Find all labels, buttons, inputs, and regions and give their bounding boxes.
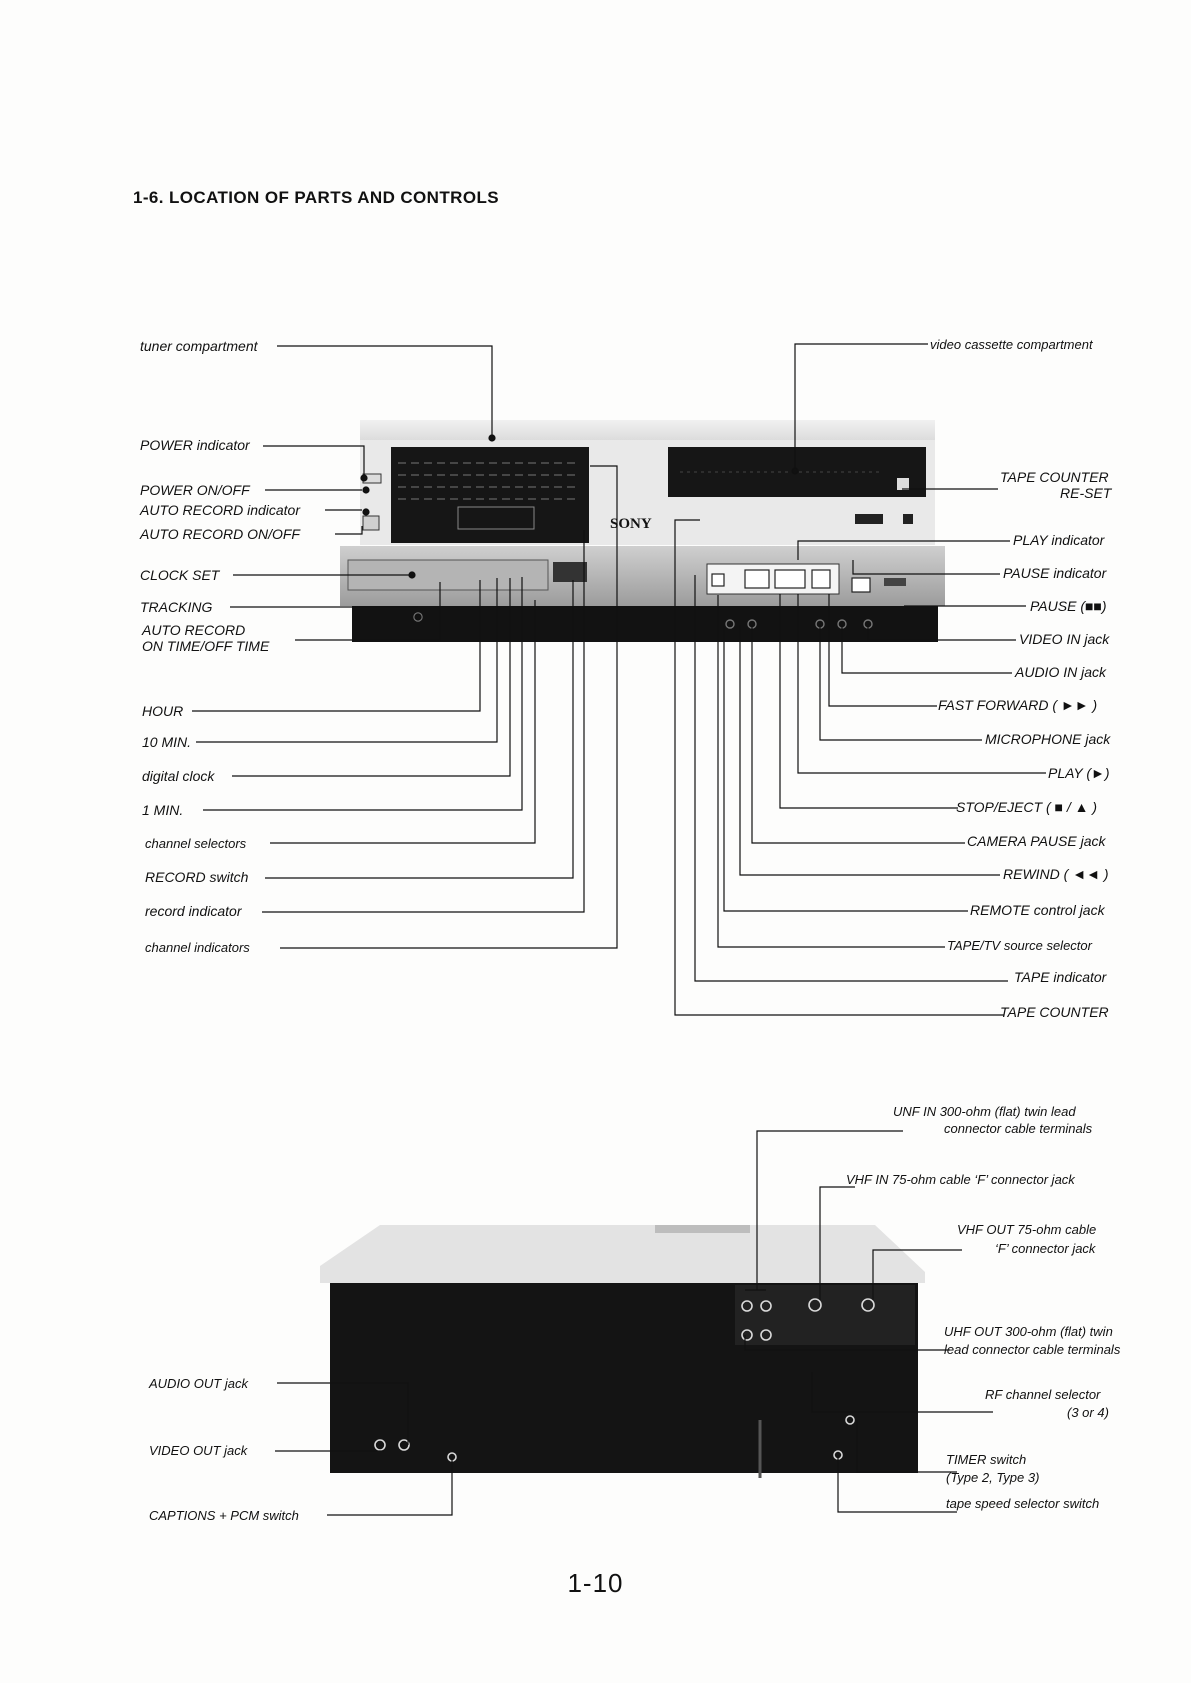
label-tape-speed-selector: tape speed selector switch (946, 1496, 1100, 1511)
label-tape-counter: TAPE COUNTER (1000, 1004, 1109, 1020)
label-10-min: 10 MIN. (142, 734, 192, 750)
label-hour: HOUR (142, 703, 184, 719)
label-camera-pause-jack: CAMERA PAUSE jack (967, 833, 1106, 849)
label-rf-channel-line1: RF channel selector (985, 1387, 1101, 1402)
section-title: 1-6. LOCATION OF PARTS AND CONTROLS (133, 188, 499, 207)
label-auto-record-indicator: AUTO RECORD indicator (140, 502, 301, 518)
label-uhf-out-line1: UHF OUT 300-ohm (flat) twin (944, 1324, 1113, 1339)
label-video-cassette-compartment: video cassette compartment (930, 337, 1093, 352)
label-microphone-jack: MICROPHONE jack (985, 731, 1111, 747)
label-unf-in-line1: UNF IN 300-ohm (flat) twin lead (893, 1104, 1076, 1119)
label-clock-set: CLOCK SET (140, 567, 220, 583)
label-audio-in-jack: AUDIO IN jack (1015, 664, 1107, 680)
label-captions-pcm-switch: CAPTIONS + PCM switch (149, 1508, 299, 1523)
label-tape-indicator: TAPE indicator (1014, 969, 1107, 985)
label-audio-out-jack: AUDIO OUT jack (149, 1376, 248, 1391)
brand-logo: SONY (610, 516, 652, 532)
counter-window (855, 514, 883, 524)
rear-top-vent (655, 1225, 750, 1233)
label-pause-indicator: PAUSE indicator (1003, 565, 1107, 581)
label-tape-counter-reset-line2: RE-SET (1060, 485, 1112, 501)
label-fast-forward: FAST FORWARD ( ►► ) (938, 697, 1098, 713)
label-stop-eject: STOP/EJECT ( ■ / ▲ ) (956, 799, 1098, 815)
label-record-indicator: record indicator (145, 903, 242, 919)
label-tuner-compartment: tuner compartment (140, 338, 258, 354)
label-vhf-out-line1: VHF OUT 75-ohm cable (957, 1222, 1097, 1237)
label-pause: PAUSE (■■) (1030, 598, 1107, 614)
counter-reset-knob (903, 514, 913, 524)
label-auto-record-onoff: AUTO RECORD ON/OFF (140, 526, 300, 542)
label-play-indicator: PLAY indicator (1013, 532, 1105, 548)
label-power-indicator: POWER indicator (140, 437, 250, 453)
auto-record-switch (363, 516, 379, 530)
rear-top-surface (320, 1225, 925, 1283)
label-video-out-jack: VIDEO OUT jack (149, 1443, 248, 1458)
rf-terminal-block (735, 1285, 915, 1345)
label-video-in-jack: VIDEO IN jack (1019, 631, 1110, 647)
label-rewind: REWIND ( ◄◄ ) (1003, 866, 1109, 882)
label-tracking: TRACKING (140, 599, 213, 615)
pause-button-block (884, 578, 906, 586)
rear-vcr-illustration (320, 1225, 925, 1478)
label-timer-switch-line1: TIMER switch (946, 1452, 1027, 1467)
page-number: 1-10 (567, 1568, 624, 1598)
label-play: PLAY (►) (1048, 765, 1110, 781)
label-rf-channel-line2: (3 or 4) (1067, 1405, 1109, 1420)
label-channel-selectors: channel selectors (145, 836, 247, 851)
label-vhf-in: VHF IN 75-ohm cable ‘F’ connector jack (846, 1172, 1075, 1187)
label-uhf-out-line2: lead connector cable terminals (944, 1342, 1121, 1357)
front-vcr-illustration (340, 420, 945, 642)
label-tape-tv-selector: TAPE/TV source selector (947, 938, 1092, 953)
label-remote-control-jack: REMOTE control jack (970, 902, 1105, 918)
label-vhf-out-line2: ‘F’ connector jack (995, 1241, 1096, 1256)
vcr-top-surface (360, 420, 935, 442)
label-unf-in-line2: connector cable terminals (944, 1121, 1093, 1136)
counter-reset-button (897, 478, 909, 490)
label-channel-indicators: channel indicators (145, 940, 250, 955)
label-tape-counter-reset-line1: TAPE COUNTER (1000, 469, 1109, 485)
label-auto-record-time-line1: AUTO RECORD (142, 622, 246, 638)
label-digital-clock: digital clock (142, 768, 215, 784)
label-power-onoff: POWER ON/OFF (140, 482, 250, 498)
label-1-min: 1 MIN. (142, 802, 184, 818)
label-record-switch: RECORD switch (145, 869, 249, 885)
tracking-knob-panel (553, 562, 587, 582)
label-timer-switch-line2: (Type 2, Type 3) (946, 1470, 1040, 1485)
label-auto-record-time-line2: ON TIME/OFF TIME (142, 638, 270, 654)
